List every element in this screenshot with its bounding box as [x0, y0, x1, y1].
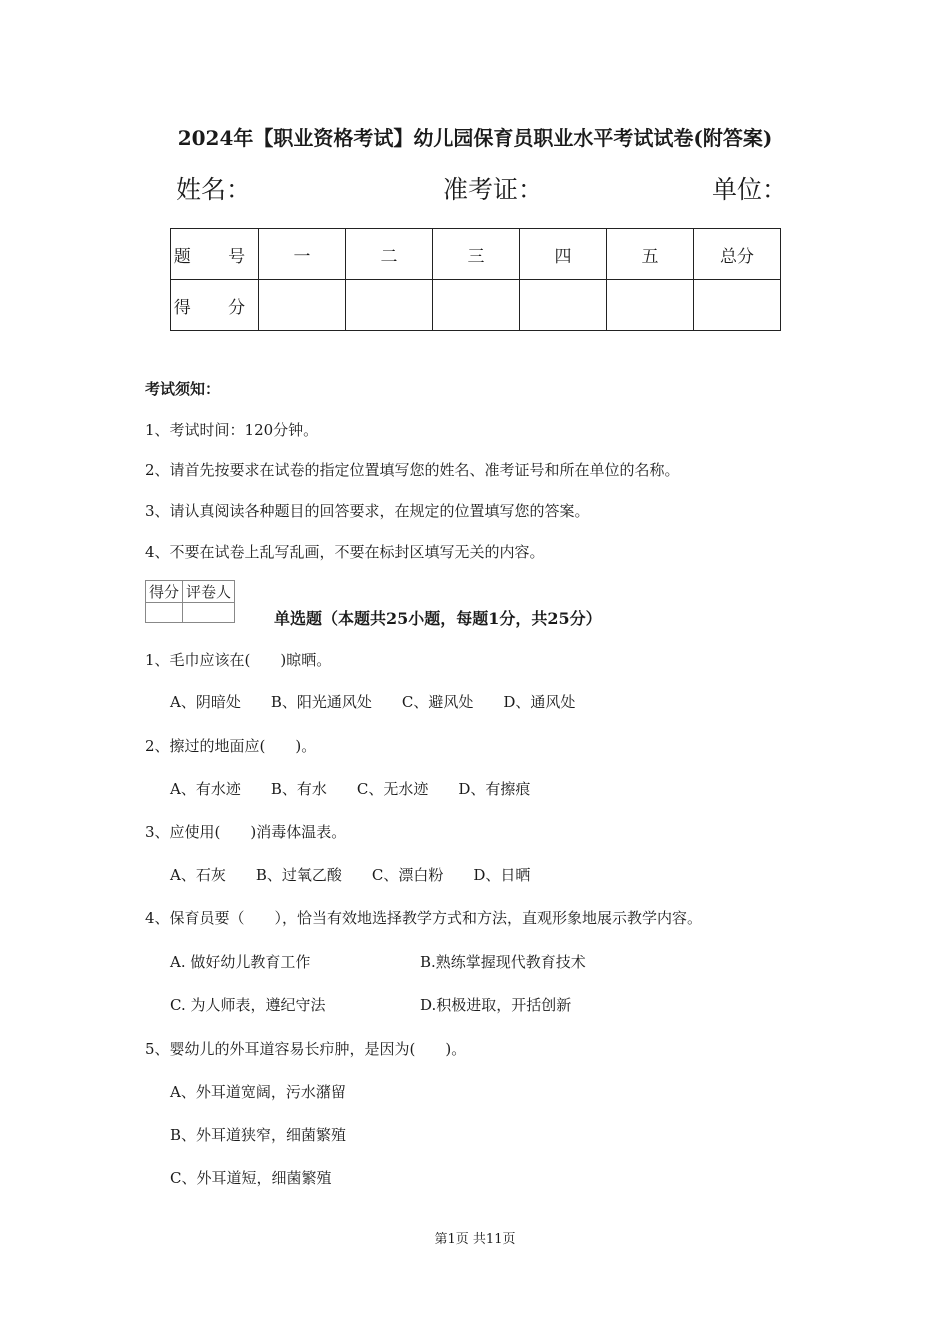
score-header-2: 二 — [346, 229, 433, 280]
score-header-1: 一 — [259, 229, 346, 280]
notice-item: 2、请首先按要求在试卷的指定位置填写您的姓名、准考证号和所在单位的名称。 — [145, 461, 680, 479]
score-cell-4[interactable] — [520, 280, 607, 331]
option-b: B、外耳道狭窄，细菌繁殖 — [170, 1126, 347, 1144]
notice-heading: 考试须知： — [145, 380, 221, 398]
score-cell-total[interactable] — [694, 280, 781, 331]
option-d: D.积极进取，开括创新 — [420, 996, 572, 1014]
score-header-3: 三 — [433, 229, 520, 280]
document-title: 2024年【职业资格考试】幼儿园保育员职业水平考试试卷(附答案) — [177, 126, 773, 150]
question-stem: 3、应使用( )消毒体温表。 — [145, 823, 347, 841]
notice-item: 4、不要在试卷上乱写乱画，不要在标封区填写无关的内容。 — [145, 543, 545, 561]
score-header-label: 题 号 — [171, 229, 259, 280]
option-c: C. 为人师表，遵纪守法 — [170, 996, 326, 1014]
unit-field-label: 单位： — [712, 175, 788, 204]
page-footer: 第1页 共11页 — [434, 1232, 516, 1247]
question-stem: 1、毛巾应该在( )晾晒。 — [145, 651, 332, 669]
option-a: A、外耳道宽阔，污水潴留 — [170, 1083, 346, 1101]
score-table — [170, 228, 781, 331]
grader-name-cell[interactable] — [183, 603, 235, 623]
score-header-total: 总分 — [694, 229, 781, 280]
question-options: A、阴暗处 B、阳光通风处 C、避风处 D、通风处 — [170, 693, 576, 711]
option-b: B.熟练掌握现代教育技术 — [420, 953, 586, 971]
score-header-5: 五 — [607, 229, 694, 280]
question-options: A、石灰 B、过氧乙酸 C、漂白粉 D、日晒 — [170, 866, 531, 884]
score-cell-1[interactable] — [259, 280, 346, 331]
grader-score-cell[interactable] — [146, 603, 183, 623]
question-stem: 5、婴幼儿的外耳道容易长疖肿，是因为( )。 — [145, 1040, 467, 1058]
question-options: A、有水迹 B、有水 C、无水迹 D、有擦痕 — [170, 780, 531, 798]
name-field-label: 姓名： — [176, 175, 252, 204]
section-title: 单选题（本题共25小题，每题1分，共25分） — [274, 609, 602, 628]
score-row-label: 得 分 — [171, 280, 259, 331]
notice-item: 1、考试时间：120分钟。 — [145, 421, 319, 439]
option-a: A. 做好幼儿教育工作 — [170, 953, 311, 971]
score-header-4: 四 — [520, 229, 607, 280]
exam-id-field-label: 准考证： — [443, 175, 544, 204]
grader-table — [145, 580, 235, 623]
question-stem: 2、擦过的地面应( )。 — [145, 737, 317, 755]
score-cell-2[interactable] — [346, 280, 433, 331]
option-c: C、外耳道短，细菌繁殖 — [170, 1169, 332, 1187]
score-cell-5[interactable] — [607, 280, 694, 331]
grader-score-label: 得分 — [146, 581, 183, 603]
question-stem: 4、保育员要（ ），恰当有效地选择教学方式和方法，直观形象地展示教学内容。 — [145, 909, 703, 927]
grader-name-label: 评卷人 — [183, 581, 235, 603]
score-table-header-row — [171, 229, 781, 280]
score-cell-3[interactable] — [433, 280, 520, 331]
notice-item: 3、请认真阅读各种题目的回答要求，在规定的位置填写您的答案。 — [145, 502, 590, 520]
score-table-score-row — [171, 280, 781, 331]
